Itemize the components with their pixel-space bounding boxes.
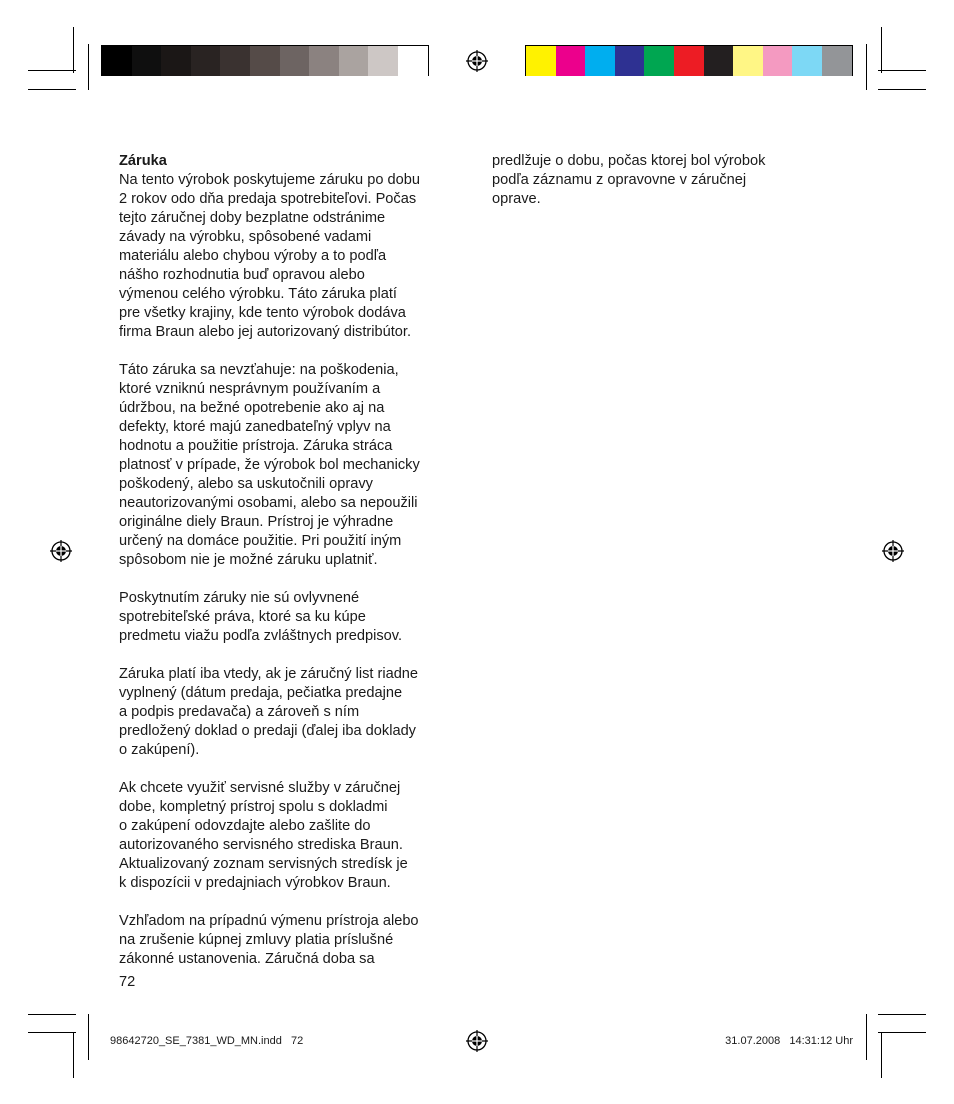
color-swatch [132,46,162,76]
crop-mark [28,89,76,90]
warranty-paragraph: Záruka platí iba vtedy, ak je záručný list riadne vyplnený (dátum predaja, pečiatka predajne a podpis predavača) a zároveň s ním predložený doklad o predaji (ďalej iba doklady o zakúpení). [119,666,419,758]
registration-mark-icon [466,1030,488,1052]
page-number: 72 [119,974,136,990]
color-swatch [644,46,674,76]
section-heading: Záruka [119,153,167,169]
color-swatch [792,46,822,76]
color-swatch [102,46,132,76]
color-swatch [161,46,191,76]
registration-mark-icon [882,540,904,562]
crop-mark [881,27,882,73]
registration-mark-icon [50,540,72,562]
color-swatch [398,46,428,76]
color-swatch [339,46,369,76]
crop-mark [878,1014,926,1015]
crop-mark [878,89,926,90]
color-swatch [280,46,310,76]
crop-mark [878,70,926,71]
color-swatch [763,46,793,76]
color-swatch [704,46,734,76]
crop-mark [73,1032,74,1078]
registration-mark-icon [466,50,488,72]
continuation-paragraph: predlžuje o dobu, počas ktorej bol výrobok podľa záznamu z opravovne v záručnej oprave. [492,153,766,207]
crop-mark [866,1014,867,1060]
color-swatch [733,46,763,76]
crop-mark [88,44,89,90]
warranty-paragraph: Na tento výrobok poskytujeme záruku po dobu 2 rokov odo dňa predaja spotrebiteľovi. Počas tejto záručnej doby bezplatne odstránime závady na výrobku, spôsobené vadami materiálu alebo chybou výroby a to podľa nášho rozhodnutia buď opravou alebo výmenou celého výrobku. Táto záruka platí pre všetky krajiny, kde tento výrobok dodáva firma Braun alebo jej autorizovaný distribútor. [119,172,420,340]
color-swatch [220,46,250,76]
color-swatch [674,46,704,76]
right-column [492,152,842,228]
slug-filename: 98642720_SE_7381_WD_MN.indd 72 [110,1035,304,1047]
crop-mark [28,1014,76,1015]
color-swatch [191,46,221,76]
color-swatch [615,46,645,76]
warranty-paragraph: Vzhľadom na prípadnú výmenu prístroja alebo na zrušenie kúpnej zmluvy platia príslušné zákonné ustanovenia. Záručná doba sa [119,913,419,967]
slug-timestamp: 31.07.2008 14:31:12 Uhr [725,1035,853,1047]
color-swatch [368,46,398,76]
color-swatch [822,46,852,76]
color-swatch [309,46,339,76]
crop-mark [73,27,74,73]
color-swatch [526,46,556,76]
color-swatch [250,46,280,76]
warranty-paragraph: Poskytnutím záruky nie sú ovlyvnené spotrebiteľské práva, ktoré sa ku kúpe predmetu viažu podľa zvláštnych predpisov. [119,590,403,644]
crop-mark [878,1032,926,1033]
color-swatch [585,46,615,76]
crop-mark [866,44,867,90]
crop-mark [28,70,76,71]
color-swatch [556,46,586,76]
crop-mark [881,1032,882,1078]
warranty-paragraph: Ak chcete využiť servisné služby v záručnej dobe, kompletný prístroj spolu s dokladmi o zakúpení odovzdajte alebo zašlite do autorizovaného servisného strediska Braun. Aktualizovaný zoznam servisných stredísk je k dispozícii v predajniach výrobkov Braun. [119,780,408,891]
crop-mark [88,1014,89,1060]
warranty-paragraph: Táto záruka sa nevzťahuje: na poškodenia, ktoré vzniknú nesprávnym používaním a údržbou, na bežné opotrebenie ako aj na defekty, ktoré majú zanedbateľný vplyv na hodnotu a použitie prístroja. Záruka stráca platnosť v prípade, že výrobok bol mechanicky poškodený, alebo sa uskutočnili opravy neautorizovanými osobami, alebo sa nepoužili originálne diely Braun. Prístroj je výhradne určený na domáce použitie. Pri použití iným spôsobom nie je možné záruku uplatniť. [119,362,420,568]
crop-mark [28,1032,76,1033]
left-column [119,152,469,992]
